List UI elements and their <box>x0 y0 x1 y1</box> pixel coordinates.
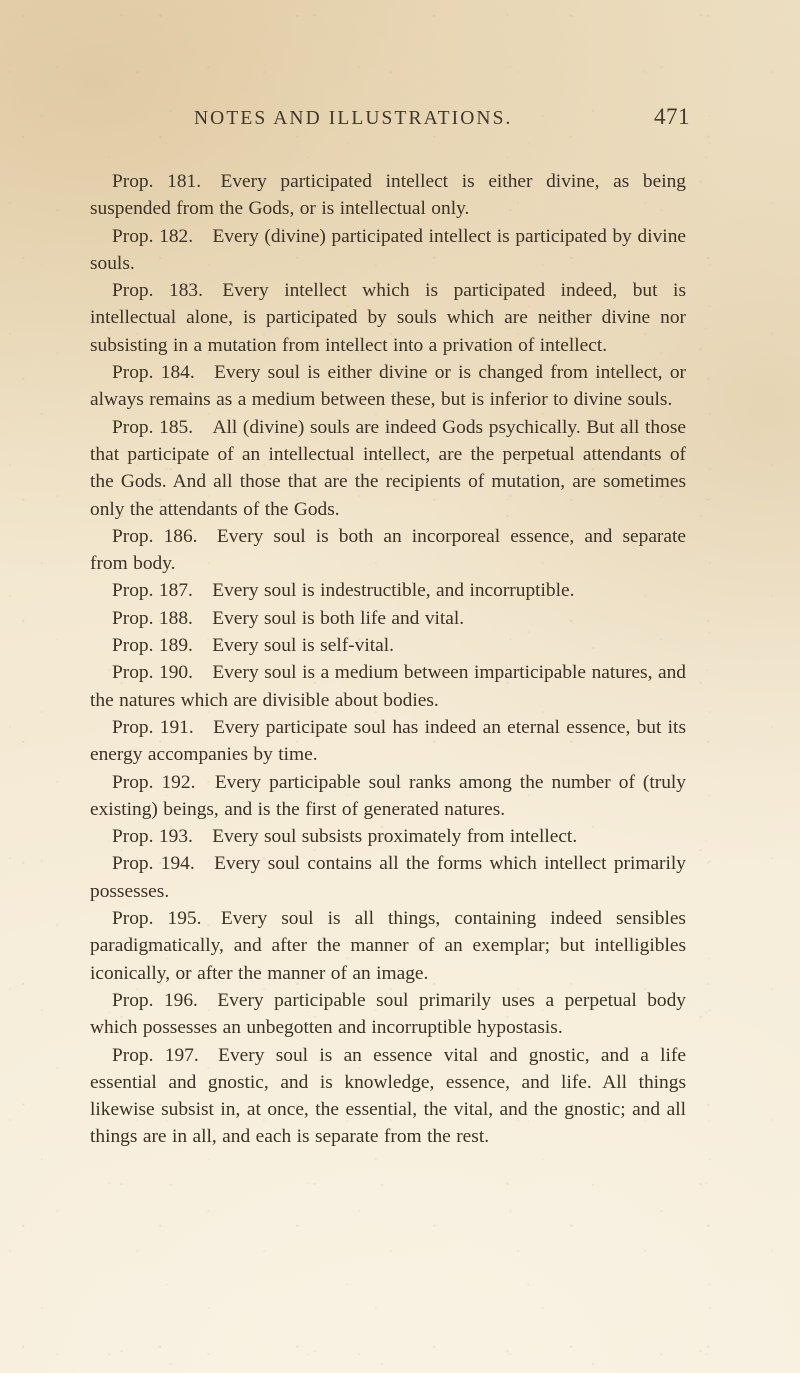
proposition-paragraph <box>90 277 686 359</box>
proposition-text: Every participable soul ranks among the number of (truly existing) beings, and is the first of generated natures. <box>90 771 686 820</box>
running-head <box>90 104 690 134</box>
proposition-text: Every soul is an essence vital and gnostic, and a life essential and gnostic, and is knowledge, essence, and life. All things likewise subsist in, at once, the essential, the vital, and the gnostic; and all things are in all, and each is separate from the rest. <box>90 1044 686 1148</box>
proposition-text: Every soul is indestructible, and incorruptible. <box>212 580 575 602</box>
proposition-paragraph <box>90 769 686 824</box>
proposition-paragraph <box>90 632 686 659</box>
proposition-label: Prop. 193. <box>112 826 193 848</box>
proposition-text: Every soul subsists proximately from intellect. <box>212 826 578 848</box>
proposition-text: Every participable soul primarily uses a perpetual body which possesses an unbegotten and incorruptible hypostasis. <box>90 989 686 1039</box>
proposition-label: Prop. 194. <box>112 853 195 875</box>
proposition-paragraph <box>90 714 686 769</box>
proposition-paragraph <box>90 414 686 523</box>
page-number: 471 <box>654 104 690 129</box>
proposition-label: Prop. 197. <box>112 1044 199 1066</box>
proposition-label: Prop. 190. <box>112 662 193 684</box>
proposition-text: Every soul is either divine or is changed from intellect, or always remains as a medium between these, but is inferior to divine souls. <box>90 362 686 411</box>
body-text-block <box>90 168 686 1151</box>
proposition-label: Prop. 181. <box>112 171 202 192</box>
proposition-paragraph <box>90 577 686 604</box>
proposition-text: Every (divine) participated intellect is participated by divine souls. <box>90 225 686 274</box>
proposition-label: Prop. 188. <box>112 607 193 629</box>
proposition-text: Every participated intellect is either divine, as being suspended from the Gods, or is intellectual only. <box>90 171 686 220</box>
proposition-label: Prop. 191. <box>112 716 194 738</box>
proposition-label: Prop. 184. <box>112 362 195 384</box>
proposition-label: Prop. 192. <box>112 771 196 793</box>
proposition-paragraph <box>90 850 686 905</box>
proposition-text: Every soul is both an incorporeal essence, and separate from body. <box>90 525 686 575</box>
proposition-label: Prop. 196. <box>112 989 198 1011</box>
proposition-paragraph <box>90 223 686 278</box>
proposition-paragraph <box>90 987 686 1042</box>
proposition-label: Prop. 182. <box>112 225 194 247</box>
proposition-label: Prop. 185. <box>112 416 194 438</box>
proposition-paragraph <box>90 659 686 714</box>
proposition-paragraph <box>90 523 686 578</box>
proposition-paragraph <box>90 1042 686 1151</box>
proposition-text: Every soul is self-vital. <box>212 635 394 657</box>
proposition-paragraph <box>90 359 686 414</box>
proposition-text: All (divine) souls are indeed Gods psychically. But all those that participate of an intellectual intellect, are the perpetual attendants of the Gods. And all those that are the recipients of mutation, are sometimes only the attendants of the Gods. <box>90 416 686 520</box>
proposition-label: Prop. 186. <box>112 525 198 547</box>
proposition-label: Prop. 187. <box>112 580 193 602</box>
proposition-paragraph <box>90 905 686 987</box>
proposition-label: Prop. 195. <box>112 908 202 930</box>
proposition-text: Every soul contains all the forms which intellect primarily possesses. <box>90 853 686 902</box>
proposition-paragraph <box>90 168 686 223</box>
proposition-paragraph <box>90 605 686 632</box>
proposition-text: Every soul is all things, containing indeed sensibles paradigmatically, and after the manner of an exemplar; but intelligibles iconically, or after the manner of an image. <box>90 908 686 984</box>
running-head-title: NOTES AND ILLUSTRATIONS. <box>194 108 513 129</box>
proposition-text: Every participate soul has indeed an eternal essence, but its energy accompanies by time. <box>90 716 686 766</box>
proposition-label: Prop. 189. <box>112 635 193 657</box>
proposition-text: Every soul is a medium between imparticipable natures, and the natures which are divisible about bodies. <box>90 662 686 711</box>
proposition-label: Prop. 183. <box>112 280 203 302</box>
proposition-text: Every intellect which is participated indeed, but is intellectual alone, is participated by souls which are neither divine nor subsisting in a mutation from intellect into a privation of intellect. <box>90 280 686 356</box>
proposition-text: Every soul is both life and vital. <box>212 607 465 629</box>
proposition-paragraph <box>90 823 686 850</box>
